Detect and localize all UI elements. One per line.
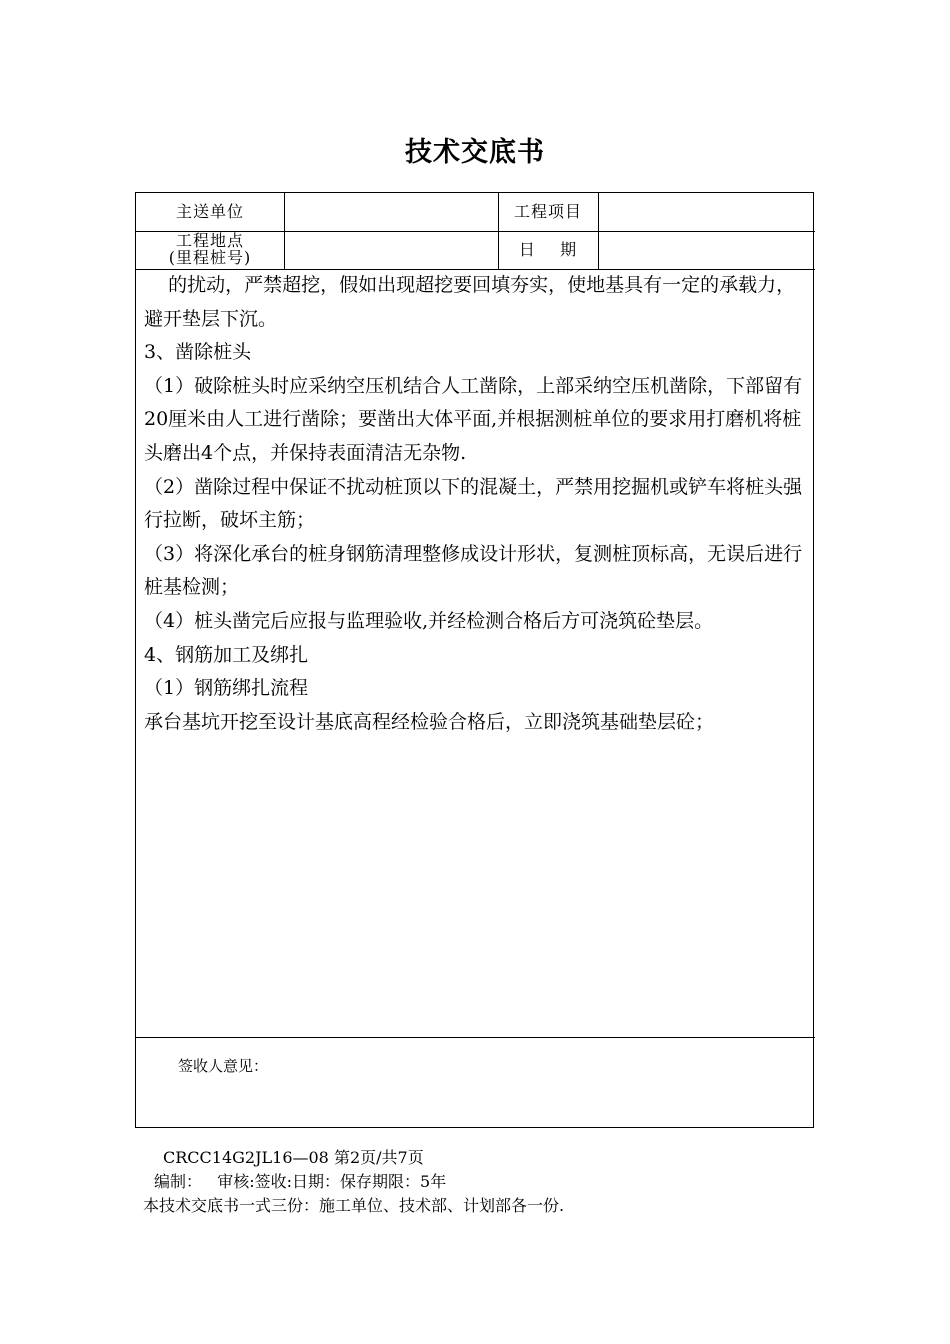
content-heading: 4、钢筋加工及绑扎 xyxy=(144,643,309,666)
document-title: 技术交底书 xyxy=(405,137,545,168)
content-paragraph: （1）钢筋绑扎流程 xyxy=(144,677,309,700)
content-paragraph: （3）将深化承台的桩身钢筋清理整修成设计形状，复测桩顶标高，无误后进行桩基检测； xyxy=(144,542,803,599)
col-divider-3 xyxy=(598,193,599,269)
date-label: 日 期 xyxy=(518,240,578,259)
content-paragraph: 的扰动，严禁超挖，假如出现超挖要回填夯实，使地基具有一定的承载力，避开垫层下沉。 xyxy=(144,274,796,330)
technical-disclosure-form xyxy=(135,192,814,1128)
footer-form-code: CRCC14G2JL16—08 第2页/共7页 xyxy=(163,1148,424,1167)
content-paragraph: （4）桩头凿完后应报与监理验收,并经检测合格后方可浇筑砼垫层。 xyxy=(144,609,714,632)
content-heading: 3、凿除桩头 xyxy=(144,341,252,364)
sender-label: 主送单位 xyxy=(175,202,244,221)
location-label-line1: 工程地点 xyxy=(175,231,244,250)
footer-signatures: 编制： 审核:签收:日期：保存期限：5年 xyxy=(154,1172,447,1191)
location-label xyxy=(136,232,284,266)
sign-off-label: 签收人意见： xyxy=(178,1057,269,1075)
footer-distribution: 本技术交底书一式三份：施工单位、技术部、计划部各一份. xyxy=(143,1196,565,1215)
project-label: 工程项目 xyxy=(513,202,582,221)
content-paragraph: （2）凿除过程中保证不扰动桩顶以下的混凝土，严禁用挖掘机或铲车将桩头强行拉断，破坏主筋； xyxy=(144,475,803,532)
location-label-line2: (里程桩号) xyxy=(168,248,252,267)
col-divider-1 xyxy=(284,193,285,269)
sign-divider xyxy=(136,1037,815,1038)
disclosure-content xyxy=(144,269,809,739)
content-paragraph: （1）破除桩头时应采纳空压机结合人工凿除，上部采纳空压机凿除，下部留有20厘米由人工进行凿除；要凿出大体平面,并根据测桩单位的要求用打磨机将桩头磨出4个点，并保持表面清洁无杂物. xyxy=(144,374,803,464)
content-paragraph: 承台基坑开挖至设计基底高程经检验合格后，立即浇筑基础垫层砼； xyxy=(144,710,715,733)
